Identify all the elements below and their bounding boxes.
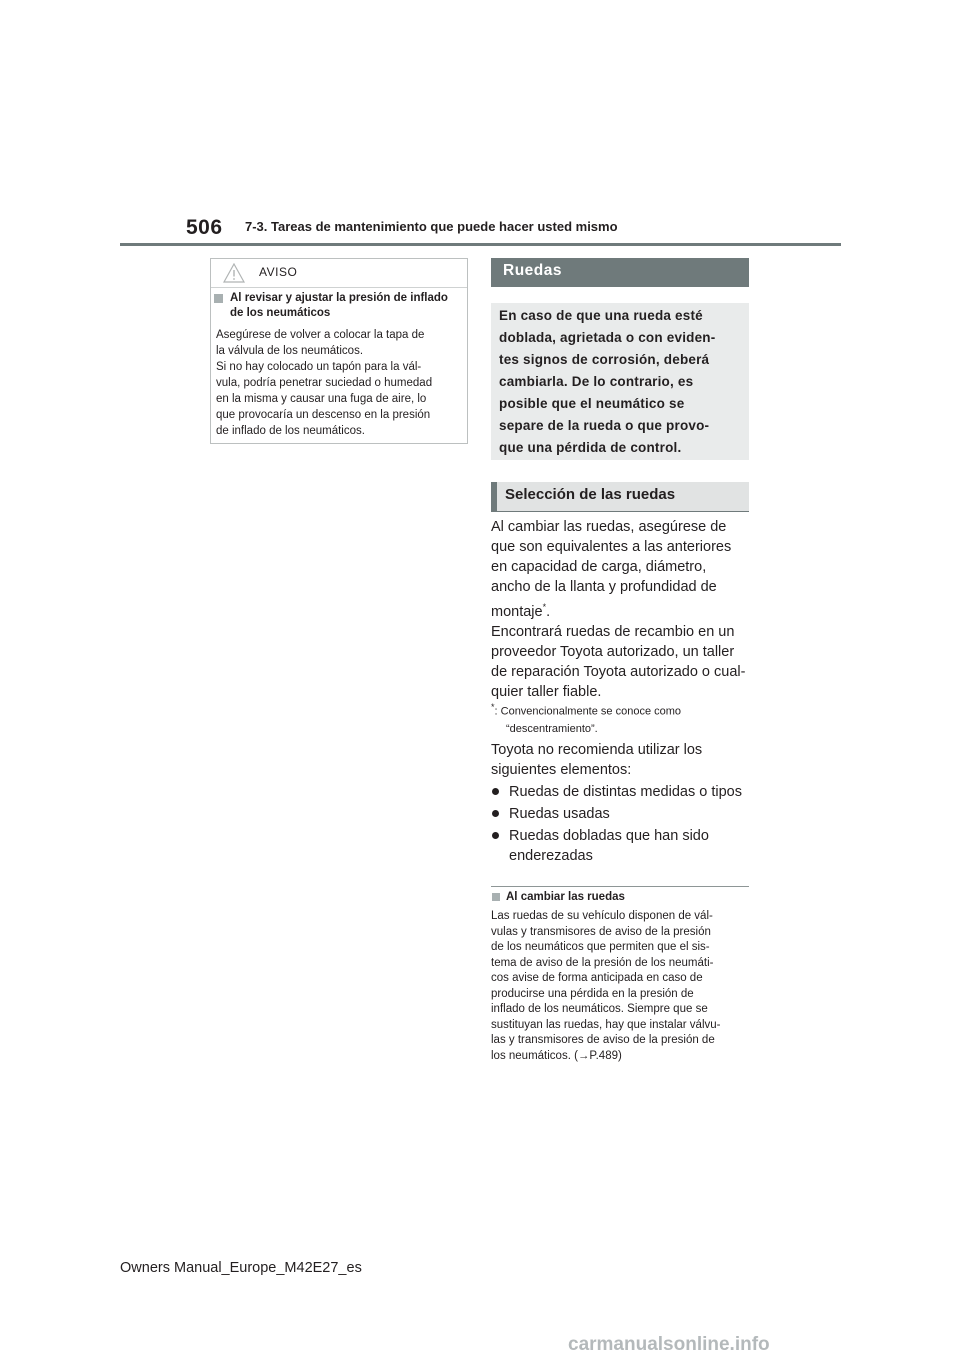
seleccion-title: Selección de las ruedas (505, 486, 676, 503)
note-line: vulas y transmisores de aviso de la presión (491, 925, 711, 938)
warning-body (216, 327, 466, 439)
note-body (491, 909, 749, 1064)
note-line: sustituyan las ruedas, hay que instalar válvu- (491, 1018, 721, 1031)
list-item (491, 782, 749, 802)
note-line: inflado de los neumáticos. Siempre que se (491, 1003, 708, 1015)
callout-line: que una pérdida de control. (499, 440, 682, 455)
list-item-text: Ruedas usadas (509, 806, 610, 822)
paragraph-line (491, 597, 749, 622)
warning-body-line: de inflado de los neumáticos. (216, 425, 365, 437)
warning-body-line: Si no hay colocado un tapón para la vál- (216, 361, 422, 373)
paragraph-line: en capacidad de carga, diámetro, (491, 559, 707, 575)
seleccion-section-header (491, 482, 749, 512)
ruedas-title: Ruedas (503, 262, 562, 279)
callout-line: En caso de que una rueda esté (499, 308, 703, 323)
paragraph-line: Encontrará ruedas de recambio en un (491, 623, 735, 640)
bullet-dot-icon (492, 788, 499, 795)
heading-square-icon (492, 893, 500, 901)
paragraph-equivalence (491, 517, 749, 702)
warning-body-line: en la misma y causar una fuga de aire, lo (216, 393, 427, 405)
warning-header (211, 259, 467, 288)
note-line: de los neumáticos que permiten que el sis- (491, 941, 710, 953)
list-item-text: Ruedas dobladas que han sido enderezadas (509, 828, 709, 864)
footnote-line: “descentramiento”. (506, 722, 598, 735)
warning-body-line: la válvula de los neumáticos. (216, 345, 364, 357)
section-accent-bar (491, 482, 497, 512)
warning-box (210, 258, 468, 444)
warning-body-line: Asegúrese de volver a colocar la tapa de (216, 329, 425, 341)
note-line: Las ruedas de su vehículo disponen de vál- (491, 910, 713, 922)
paragraph-not-recommended (491, 740, 749, 780)
warning-label: AVISO (259, 265, 298, 279)
ruedas-section-header (491, 258, 749, 287)
warning-body-line: vula, podría penetrar suciedad o humedad (216, 377, 433, 389)
note-line: producirse una pérdida en la presión de (491, 987, 694, 1000)
callout-line: cambiarla. De lo contrario, es (499, 374, 694, 389)
paragraph-line: Toyota no recomienda utilizar los (491, 742, 703, 758)
callout-line: posible que el neumático se (499, 396, 685, 411)
callout-line: tes signos de corrosión, deberá (499, 352, 710, 367)
note-line: los neumáticos. (→P.489) (491, 1049, 622, 1062)
footnote-line: : Convencionalmente se conoce como (494, 705, 682, 718)
heading-square-icon (214, 294, 223, 303)
callout-text (499, 305, 743, 459)
paragraph-line: Al cambiar las ruedas, asegúrese de (491, 519, 727, 535)
bullet-dot-icon (492, 810, 499, 817)
note-line: las y transmisores de aviso de la presión de (491, 1034, 715, 1046)
header-divider (120, 243, 841, 246)
list-item-text: Ruedas de distintas medidas o tipos (509, 784, 742, 800)
bullet-dot-icon (492, 832, 499, 839)
paragraph-line: quier taller fiable. (491, 683, 602, 700)
watermark: carmanualsonline.info (568, 1334, 770, 1355)
section-title: 7-3. Tareas de mantenimiento que puede hacer usted mismo (245, 219, 618, 234)
note-divider (491, 886, 749, 887)
note-line: tema de aviso de la presión de los neumáti- (491, 956, 714, 969)
sentence-period: . (546, 603, 551, 620)
footnote-asterisk: * (542, 602, 547, 612)
bullet-list (491, 782, 749, 868)
list-item (491, 826, 749, 866)
footnote (491, 699, 749, 738)
ruedas-callout (491, 303, 749, 460)
paragraph-line: ancho de la llanta y profundidad de (491, 579, 717, 595)
list-item (491, 804, 749, 824)
montaje-word: montaje (491, 603, 543, 620)
warning-heading: Al revisar y ajustar la presión de inflado de los neumáticos (230, 292, 448, 319)
note-heading: Al cambiar las ruedas (506, 891, 625, 903)
callout-line: doblada, agrietada o con eviden- (499, 330, 716, 345)
paragraph-line: que son equivalentes a las anteriores (491, 539, 732, 555)
note-line: cos avise de forma anticipada en caso de (491, 972, 703, 984)
paragraph-line: siguientes elementos: (491, 762, 632, 778)
paragraph-line: proveedor Toyota autorizado, un taller (491, 643, 735, 660)
callout-line: separe de la rueda o que provo- (499, 418, 710, 433)
paragraph-line: de reparación Toyota autorizado o cual- (491, 663, 746, 680)
manual-identifier: Owners Manual_Europe_M42E27_es (120, 1260, 362, 1276)
warning-triangle-icon (223, 263, 245, 283)
warning-body-line: que provocaría un descenso en la presión (216, 409, 431, 421)
footnote-mark: * (491, 702, 495, 712)
page-number: 506 (186, 216, 223, 239)
